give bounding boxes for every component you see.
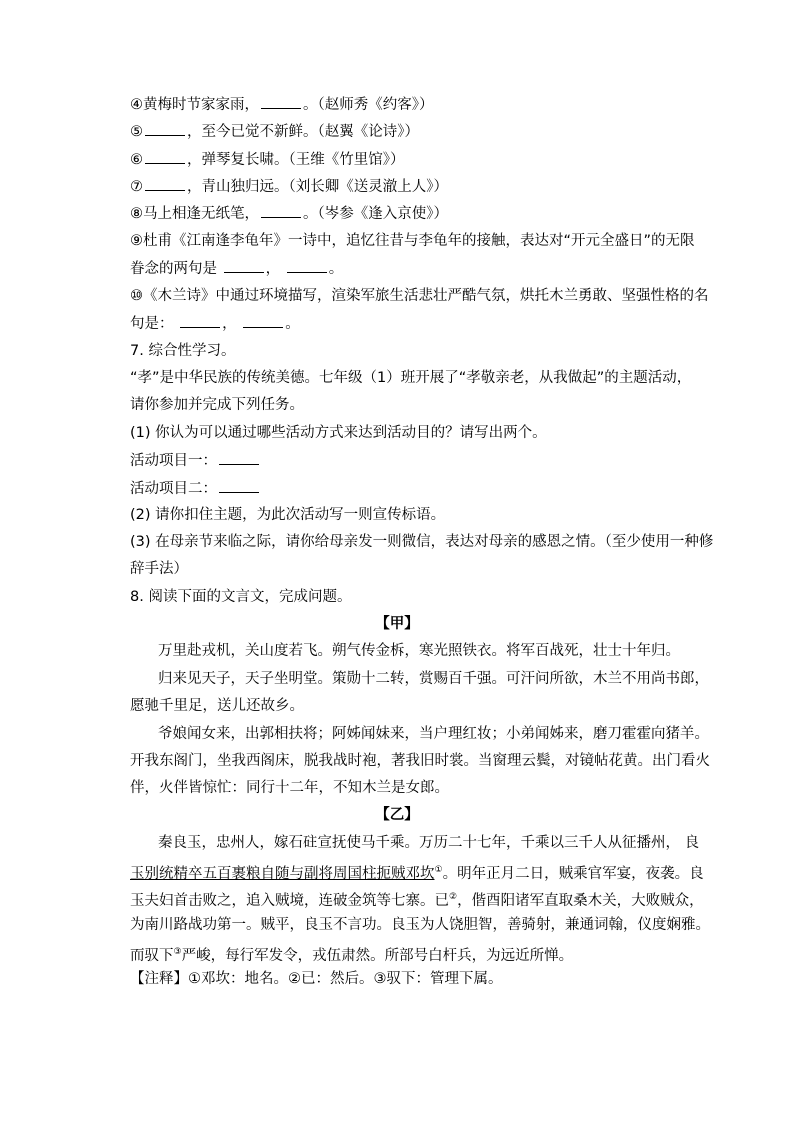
answer-blank[interactable] [219,450,259,465]
answer-blank[interactable] [180,313,220,328]
yi-line: 为南川路战功第一。贼平，良玉不言功。良玉为人饶胆智，善骑射，兼通词翰，仪度娴雅。 [130,917,710,933]
poem-line-6: ⑥ ，弹琴复长啸。（王维《竹里馆》） [130,149,405,170]
answer-blank[interactable] [145,176,185,191]
section-jia-heading: 【甲】 [375,616,419,632]
question-10-line-1: ⑩《木兰诗》中通过环境描写，渲染军旅生活悲壮严酷气氛，烘托木兰勇敢、坚强性格的名 [130,288,709,304]
question-7-part-3: 辞手法） [130,561,188,577]
poem-line-7: ⑦ ，青山独归远。（刘长卿《送灵澈上人》） [130,176,448,197]
answer-blank[interactable] [261,94,301,109]
question-9-line-1: ⑨杜甫《江南逢李龟年》一诗中，追忆往昔与李龟年的接触，表达对“开元全盛日”的无限 [130,233,695,249]
yi-line: 玉夫妇首击败之，追入贼境，连破金筑等七寨。已②，偕酉阳诸军直取桑木关，大败贼众， [130,892,704,909]
jia-line: 愿驰千里足，送儿还故乡。 [130,698,304,714]
question-7-part-1: (1) 你认为可以通过哪些活动方式来达到活动目的？请写出两个。 [130,425,547,441]
answer-blank[interactable] [261,203,301,218]
underlined-sentence: 玉别统精卒五百裹粮自随与副将周国柱扼贼邓坎 [130,865,435,882]
jia-line: 万里赴戎机，关山度若飞。朔气传金柝，寒光照铁衣。将军百战死，壮士十年归。 [158,643,680,659]
answer-blank[interactable] [224,258,264,273]
poem-line-8: ⑧马上相逢无纸笔， 。（岑参《逢入京使》） [130,203,448,224]
jia-line: 归来见天子，天子坐明堂。策勋十二转，赏赐百千强。可汗问所欲，木兰不用尚书郎， [158,671,709,687]
annotation-note: 【注释】①邓坎：地名。②已：然后。③驭下：管理下属。 [130,971,503,987]
yi-line: 而驭下③严峻，每行军发令，戎伍肃然。所部号白杆兵，为远近所惮。 [130,947,574,964]
question-7-part-2: (2) 请你扣住主题，为此次活动写一则宣传标语。 [130,507,446,523]
activity-item-1: 活动项目一： [130,450,261,471]
answer-blank[interactable] [145,121,185,136]
jia-line: 伴，火伴皆惊忙：同行十二年，不知木兰是女郎。 [130,780,449,796]
question-9-line-2: 眷念的两句是 ， 。 [130,258,343,279]
question-7-intro: “孝”是中华民族的传统美德。七年级（1）班开展了“孝敬亲老，从我做起”的主题活动， [130,370,692,386]
answer-blank[interactable] [287,258,327,273]
poem-line-4: ④黄梅时节家家雨， 。（赵师秀《约客》） [130,94,434,115]
question-7-part-3: (3) 在母亲节来临之际，请你给母亲发一则微信，表达对母亲的感恩之情。（至少使用一种修 [130,534,714,550]
yi-line: 秦良玉，忠州人，嫁石砫宣抚使马千乘。万历二十七年，千乘以三千人从征播州， 良 [158,835,700,851]
yi-line: 玉别统精卒五百裹粮自随与副将周国柱扼贼邓坎①。明年正月二日，贼乘官军宴，夜袭。良 [130,865,704,882]
section-yi-heading: 【乙】 [375,807,419,823]
jia-line: 爷娘闻女来，出郭相扶将；阿姊闻妹来，当户理红妆；小弟闻姊来，磨刀霍霍向猪羊。 [158,726,709,742]
question-8-title: 8. 阅读下面的文言文，完成问题。 [130,589,352,605]
question-10-line-2: 句是： ， 。 [130,313,300,334]
answer-blank[interactable] [145,149,185,164]
activity-item-2: 活动项目二： [130,478,261,499]
question-7-intro: 请你参加并完成下列任务。 [130,397,304,413]
answer-blank[interactable] [243,313,283,328]
poem-line-5: ⑤ ，至今已觉不新鲜。（赵翼《论诗》） [130,121,419,142]
question-7-title: 7. 综合性学习。 [130,343,236,359]
answer-blank[interactable] [219,478,259,493]
jia-line: 开我东阁门，坐我西阁床，脱我战时袍，著我旧时裳。当窗理云鬓，对镜帖花黄。出门看火 [130,753,710,769]
